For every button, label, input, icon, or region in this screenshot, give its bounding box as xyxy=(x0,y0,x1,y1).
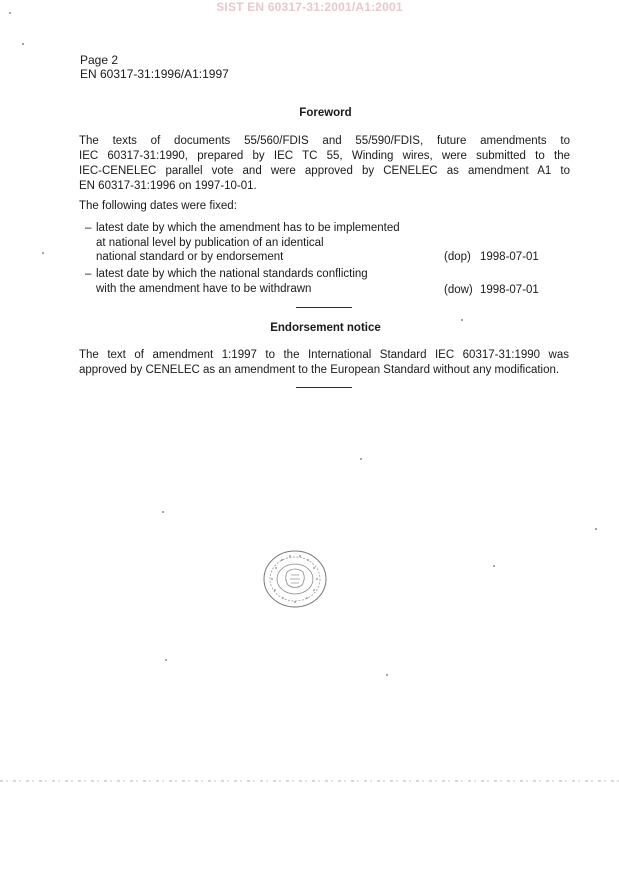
scan-speck xyxy=(9,12,11,14)
scan-line-artifact xyxy=(0,780,619,782)
page-number: Page 2 xyxy=(80,53,119,67)
scan-speck xyxy=(386,674,388,676)
scan-speck xyxy=(165,659,167,661)
date-value: 1998-07-01 xyxy=(480,251,539,263)
end-divider xyxy=(296,387,352,388)
scan-speck xyxy=(493,565,495,567)
official-seal-icon xyxy=(262,548,332,610)
dates-intro: The following dates were fixed: xyxy=(79,200,237,212)
foreword-line: IEC-CENELEC parallel vote and were approved by CENELEC as amendment A1 to xyxy=(79,165,570,177)
endorsement-line: approved by CENELEC as an amendment to the European Standard without any modification. xyxy=(79,364,560,376)
scan-speck xyxy=(360,458,362,460)
endorsement-paragraph xyxy=(79,348,569,378)
foreword-paragraph xyxy=(79,134,570,194)
date-item-line: with the amendment have to be withdrawn xyxy=(96,282,312,295)
endorsement-heading: Endorsement notice xyxy=(270,322,381,334)
section-divider xyxy=(296,307,352,308)
date-item-dop xyxy=(85,221,550,267)
date-code: (dop) xyxy=(444,251,471,263)
date-item-text xyxy=(96,267,436,296)
date-value: 1998-07-01 xyxy=(480,284,539,296)
foreword-line: IEC 60317-31:1990, prepared by IEC TC 55, Winding wires, were submitted to the xyxy=(79,150,570,162)
scan-speck xyxy=(461,319,463,321)
date-item-dow xyxy=(85,267,550,299)
scan-speck xyxy=(595,528,597,530)
scan-speck xyxy=(22,43,24,45)
date-item-line: at national level by publication of an identical xyxy=(96,236,324,249)
date-item-line: national standard or by endorsement xyxy=(96,251,284,263)
foreword-line: EN 60317-31:1996 on 1997-10-01. xyxy=(79,180,257,192)
date-item-line: latest date by which the national standards conflicting xyxy=(96,268,368,280)
document-watermark: SIST EN 60317-31:2001/A1:2001 xyxy=(216,0,403,14)
document-reference: EN 60317-31:1996/A1:1997 xyxy=(80,67,229,81)
date-item-line: latest date by which the amendment has to be implemented xyxy=(96,222,400,234)
date-item-text xyxy=(96,221,436,265)
scan-speck xyxy=(162,511,164,513)
endorsement-line: The text of amendment 1:1997 to the International Standard IEC 60317-31:1990 was xyxy=(79,349,569,361)
foreword-line: The texts of documents 55/560/FDIS and 55/590/FDIS, future amendments to xyxy=(79,135,570,147)
foreword-heading: Foreword xyxy=(299,107,352,119)
date-code: (dow) xyxy=(444,284,473,296)
scan-speck xyxy=(42,252,44,254)
list-dash: – xyxy=(85,222,92,234)
list-dash: – xyxy=(85,268,92,280)
